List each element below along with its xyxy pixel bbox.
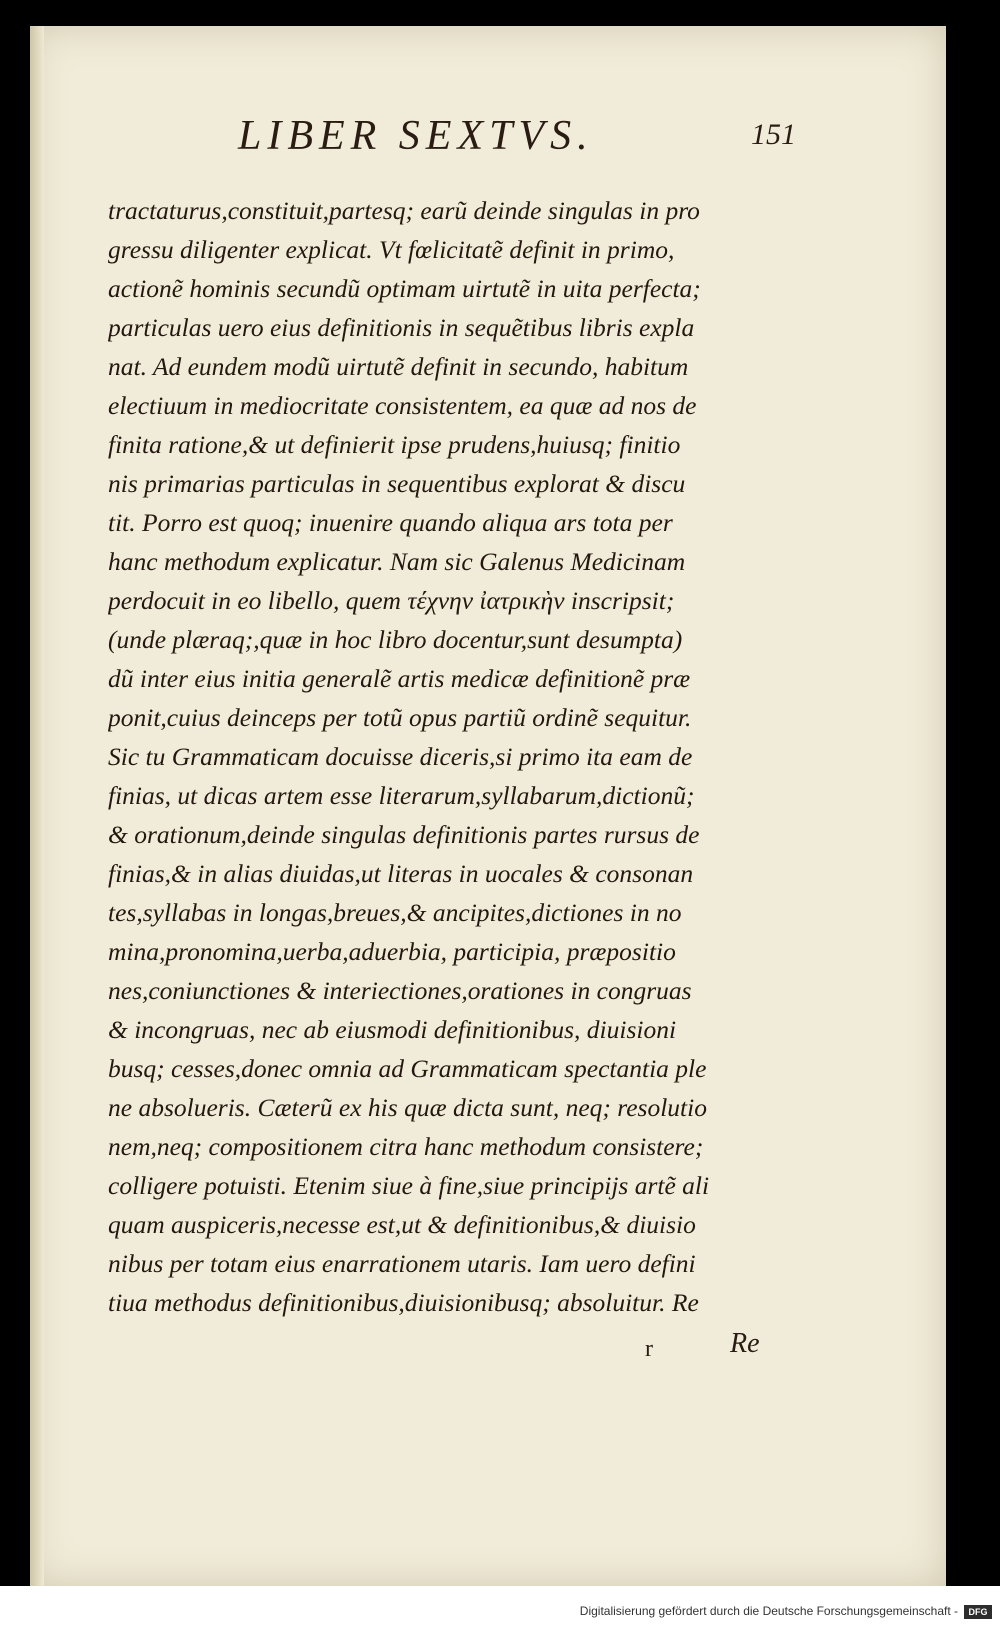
page-gutter-edge xyxy=(30,26,44,1586)
text-line: (unde plæraq;,quæ in hoc libro docentur,sunt desumpta) xyxy=(108,625,683,654)
book-page xyxy=(30,26,946,1586)
signature-mark: r xyxy=(645,1336,653,1362)
text-line: finias,& in alias diuidas,ut literas in uocales & consonan xyxy=(108,859,694,888)
text-line: electiuum in mediocritate consistentem, ea quæ ad nos de xyxy=(108,391,697,420)
running-head: LIBER SEXTVS. xyxy=(238,113,594,159)
text-line: busq; cesses,donec omnia ad Grammaticam spectantia ple xyxy=(108,1054,707,1083)
text-line: & incongruas, nec ab eiusmodi definitionibus, diuisioni xyxy=(108,1015,677,1044)
text-line: colligere potuisti. Etenim siue à fine,siue principijs artẽ ali xyxy=(108,1171,710,1200)
text-line: perdocuit in eo libello, quem τέχνην ἰατρικὴν inscripsit; xyxy=(108,586,675,615)
text-line: particulas uero eius definitionis in sequẽtibus libris expla xyxy=(108,313,695,342)
text-line: nes,coniunctiones & interiectiones,orationes in congruas xyxy=(108,976,692,1005)
text-line: nibus per totam eius enarrationem utaris. Iam uero defini xyxy=(108,1249,696,1278)
folio-number: 151 xyxy=(751,118,796,151)
text-line: & orationum,deinde singulas definitionis partes rursus de xyxy=(108,820,700,849)
dfg-logo: DFG xyxy=(964,1605,992,1619)
text-line: tit. Porro est quoq; inuenire quando aliqua ars tota per xyxy=(108,508,673,537)
text-line: ponit,cuius deinceps per totũ opus partiũ ordinẽ sequitur. xyxy=(108,703,692,732)
text-line: tractaturus,constituit,partesq; earũ deinde singulas in pro xyxy=(108,196,700,225)
text-line: gressu diligenter explicat. Vt fœlicitatẽ definit in primo, xyxy=(108,235,675,264)
body-text xyxy=(108,191,798,1322)
text-line: nat. Ad eundem modũ uirtutẽ definit in secundo, habitum xyxy=(108,352,689,381)
text-line: finita ratione,& ut definierit ipse prudens,huiusq; finitio xyxy=(108,430,681,459)
text-line: mina,pronomina,uerba,aduerbia, participia, præpositio xyxy=(108,937,676,966)
text-line: nem,neq; compositionem citra hanc methodum consistere; xyxy=(108,1132,704,1161)
text-line: finias, ut dicas artem esse literarum,syllabarum,dictionũ; xyxy=(108,781,695,810)
page-header xyxy=(30,112,946,172)
text-line: ne absolueris. Cæterũ ex his quæ dicta sunt, neq; resolutio xyxy=(108,1093,707,1122)
text-line: nis primarias particulas in sequentibus explorat & discu xyxy=(108,469,686,498)
text-line: hanc methodum explicatur. Nam sic Galenus Medicinam xyxy=(108,547,686,576)
digitization-credit: Digitalisierung gefördert durch die Deutsche Forschungsgemeinschaft - xyxy=(579,1604,958,1618)
text-line: quam auspiceris,necesse est,ut & definitionibus,& diuisio xyxy=(108,1210,696,1239)
text-line: dũ inter eius initia generalẽ artis medicæ definitionẽ præ xyxy=(108,664,691,693)
text-line: tes,syllabas in longas,breues,& ancipites,dictiones in no xyxy=(108,898,682,927)
footer-bar xyxy=(0,1586,1000,1626)
text-line: Sic tu Grammaticam docuisse diceris,si primo ita eam de xyxy=(108,742,693,771)
text-line: tiua methodus definitionibus,diuisionibusq; absoluitur. Re xyxy=(108,1288,699,1317)
text-line: actionẽ hominis secundũ optimam uirtutẽ in uita perfecta; xyxy=(108,274,701,303)
catchword: Re xyxy=(730,1328,760,1359)
